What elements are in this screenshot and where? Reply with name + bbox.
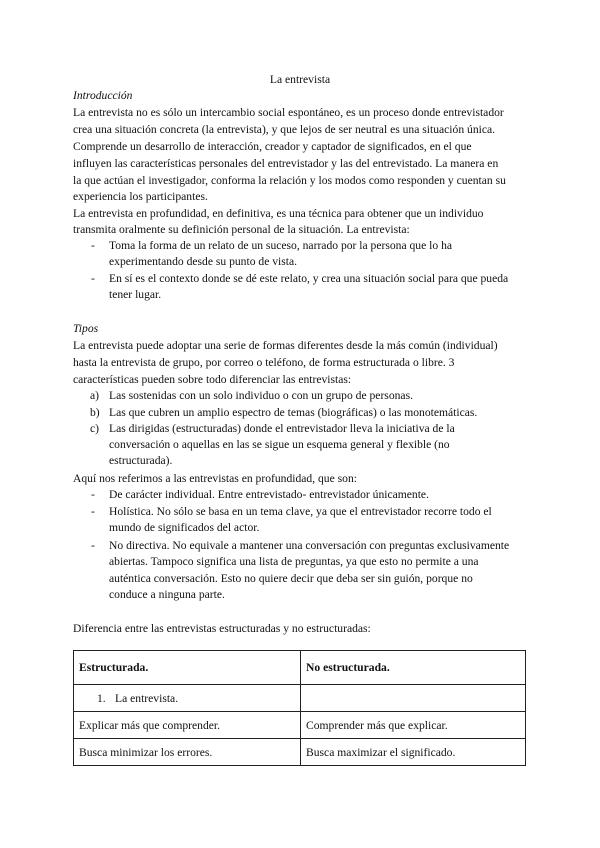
bullet-marker: - (91, 239, 95, 252)
table-header-cell: Estructurada. (74, 651, 301, 685)
intro-p2-line: transmita oralmente su definición personal de la situación. La entrevista: (73, 223, 410, 236)
intro-heading: Introducción (73, 89, 133, 102)
list-marker: b) (90, 406, 100, 419)
tipos-list-line: estructurada). (109, 454, 173, 467)
table-cell: Explicar más que comprender. (74, 712, 301, 739)
tipos-p1-line: características pueden sobre todo diferenciar las entrevistas: (73, 373, 352, 386)
table-cell-text: La entrevista. (115, 691, 179, 705)
tipos-p1-line: La entrevista puede adoptar una serie de formas diferentes desde la más común (individual) (73, 339, 498, 352)
diferencia-text: Diferencia entre las entrevistas estructuradas y no estructuradas: (73, 622, 371, 635)
table-cell: Busca minimizar los errores. (74, 739, 301, 766)
intro-p1-line: influyen las características personales del entrevistador y las del entrevistado. La manera en (73, 157, 499, 170)
comparison-table (73, 650, 526, 766)
tipos-bullet-line: No directiva. No equivale a mantener una conversación con preguntas exclusivamente (109, 539, 510, 552)
intro-p1-line: Comprende un desarrollo de interacción, creador y captador de significados, en el que (73, 140, 472, 153)
table-row (74, 739, 526, 766)
list-marker: a) (90, 389, 100, 402)
intro-bullet-line: Toma la forma de un relato de un suceso, narrado por la persona que lo ha (109, 239, 453, 252)
table-cell: Busca maximizar el significado. (301, 739, 526, 766)
numbered-marker: 1. (97, 691, 106, 705)
intro-bullet-line: tener lugar. (109, 288, 162, 301)
tipos-list-line: Las dirigidas (estructuradas) donde el entrevistador lleva la iniciativa de la (109, 422, 455, 435)
intro-bullet-line: En sí es el contexto donde se dé este relato, y crea una situación social para que pueda (109, 272, 509, 285)
table-header-cell: No estructurada. (301, 651, 526, 685)
bullet-marker: - (91, 505, 95, 518)
intro-p1-line: experiencia los participantes. (73, 190, 208, 203)
tipos-bullet-line: conduce a ninguna parte. (109, 588, 225, 601)
tipos-bullet-line: mundo de significados del actor. (109, 521, 260, 534)
intro-p1-line: la que actúan el investigador, conforma la relación y los modos como responden y cuentan su (73, 174, 506, 187)
intro-p2-line: La entrevista en profundidad, en definitiva, es una técnica para obtener que un individuo (73, 207, 484, 220)
tipos-bullet-line: Holística. No sólo se basa en un tema clave, ya que el entrevistador recorre todo el (109, 505, 492, 518)
tipos-list-line: Las que cubren un amplio espectro de temas (biográficas) o las monotemáticas. (109, 406, 478, 419)
tipos-bullet-line: De carácter individual. Entre entrevistado- entrevistador únicamente. (109, 488, 429, 501)
tipos-p2: Aquí nos referimos a las entrevistas en profundidad, que son: (73, 472, 357, 485)
tipos-bullet-line: abiertas. Tampoco significa una lista de preguntas, ya que esto no permite a una (109, 555, 479, 568)
tipos-heading: Tipos (73, 322, 99, 335)
intro-p1-line: La entrevista no es sólo un intercambio social espontáneo, es un proceso donde entrevistador (73, 106, 504, 119)
page-title: La entrevista (269, 73, 331, 86)
list-marker: c) (90, 422, 100, 435)
bullet-marker: - (91, 488, 95, 501)
table-cell (74, 685, 301, 712)
table-cell (301, 685, 526, 712)
tipos-list-line: Las sostenidas con un solo individuo o con un grupo de personas. (109, 389, 413, 402)
tipos-p1-line: hasta la entrevista de grupo, por correo o teléfono, de forma estructurada o libre. 3 (73, 356, 455, 369)
bullet-marker: - (91, 539, 95, 552)
intro-p1-line: crea una situación concreta (la entrevista), y que lejos de ser neutral es una situación única. (73, 123, 496, 136)
tipos-list-line: conversación o aquellas en las se sigue un esquema general y flexible (no (109, 438, 450, 451)
table-cell: Comprender más que explicar. (301, 712, 526, 739)
intro-bullet-line: experimentando desde su punto de vista. (109, 255, 298, 268)
table-header-row (74, 651, 526, 685)
bullet-marker: - (91, 272, 95, 285)
tipos-bullet-line: auténtica conversación. Esto no quiere decir que deba ser sin guión, porque no (109, 572, 473, 585)
table-row (74, 685, 526, 712)
table-row (74, 712, 526, 739)
